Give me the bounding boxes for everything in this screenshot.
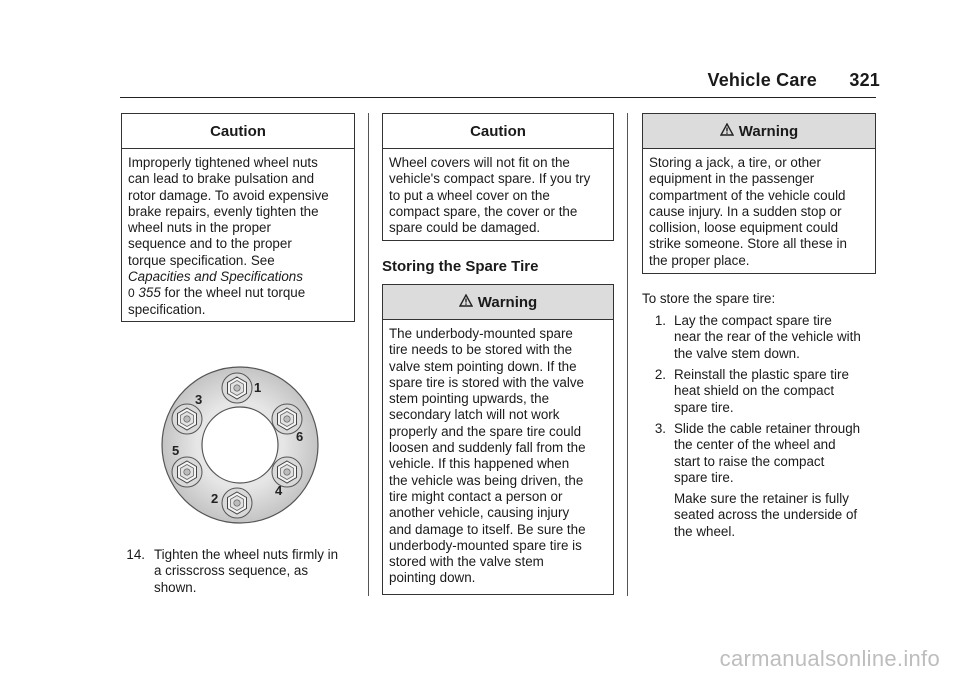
sequence-label-1: 1 (254, 380, 262, 395)
cross-reference-title[interactable]: Capacities and Specifications (128, 269, 303, 285)
text-line: brake repairs, evenly tighten the (128, 203, 319, 219)
text-line: equipment in the passenger (649, 171, 815, 187)
step-text (674, 367, 849, 416)
text-line: start to raise the compact (674, 453, 825, 469)
column-divider-2 (627, 113, 628, 596)
warning-box-spare-storage (382, 284, 614, 595)
text-line: tire needs to be stored with the (389, 342, 573, 358)
step-3-note (674, 491, 857, 540)
step-text (674, 421, 860, 486)
text-line: spare tire. (674, 399, 734, 415)
text-line: Lay the compact spare tire (674, 313, 832, 328)
text-line: heat shield on the compact (674, 383, 835, 399)
lug-nut-5 (172, 457, 202, 487)
step-14 (121, 547, 361, 599)
text-line: the wheel. (674, 523, 736, 539)
section-heading: Storing the Spare Tire (382, 258, 539, 275)
text-line: the valve stem down. (674, 345, 800, 361)
text-line: spare tire is stored with the valve (389, 374, 584, 390)
lug-nut-3 (172, 404, 202, 434)
page-ref-icon: 0 (128, 286, 135, 301)
page-number: 321 (849, 70, 880, 90)
warning-title-bar (643, 114, 875, 149)
text-line: Slide the cable retainer through (674, 421, 861, 436)
text-line: compartment of the vehicle could (649, 187, 846, 203)
sequence-label-2: 2 (211, 491, 219, 506)
caution-title: Caution (383, 114, 613, 149)
caution-box-wheel-nuts (121, 113, 355, 322)
text-line: Reinstall the plastic spare tire (674, 367, 849, 382)
warning-title-bar (383, 285, 613, 320)
cross-reference-line (128, 285, 347, 301)
sequence-label-4: 4 (275, 483, 283, 498)
text-line: secondary latch will not work (389, 407, 560, 423)
step-number: 1. (654, 313, 666, 328)
text-line: Make sure the retainer is fully (674, 491, 849, 506)
text-line: tire might contact a person or (389, 488, 563, 504)
text-line: strike someone. Store all these in (649, 236, 847, 252)
text-line: stem pointing upwards, the (389, 391, 550, 407)
warning-icon (720, 123, 734, 140)
step-number: 14. (126, 547, 145, 562)
text-line: a crisscross sequence, as (154, 563, 309, 579)
text-line: underbody-mounted spare tire is (389, 537, 582, 553)
text-line: for the wheel nut torque (164, 285, 306, 301)
text-line: Improperly tightened wheel nuts (128, 155, 318, 170)
text-line: to put a wheel cover on the (389, 187, 550, 203)
header-rule (120, 97, 876, 98)
text-line: vehicle. If this happened when (389, 456, 570, 472)
intro-text: To store the spare tire: (642, 291, 776, 306)
text-line: the vehicle was being driven, the (389, 472, 584, 488)
wheel-center-hole (202, 407, 278, 483)
text-line: specification. (128, 301, 206, 317)
text-line: cause injury. In a sudden stop or (649, 203, 842, 219)
text-line: near the rear of the vehicle with (674, 329, 861, 345)
text-line: Tighten the wheel nuts firmly in (154, 547, 339, 562)
text-line: stored with the valve stem (389, 554, 544, 570)
step-number: 3. (654, 421, 666, 436)
warning-title: Warning (738, 122, 799, 140)
text-line: pointing down. (389, 570, 476, 586)
text-line: Wheel covers will not fit on the (389, 155, 570, 170)
page-ref-number[interactable]: 355 (138, 285, 161, 301)
text-line: wheel nuts in the proper (128, 220, 271, 236)
text-line: can lead to brake pulsation and (128, 171, 315, 187)
warning-box-passenger-storage (642, 113, 876, 274)
step-text (674, 313, 861, 362)
step-1 (642, 313, 882, 363)
text-line: loosen and suddenly fall from the (389, 440, 586, 456)
lug-nut-sequence-diagram (155, 360, 325, 530)
sequence-label-5: 5 (172, 443, 180, 458)
warning-icon (459, 294, 473, 311)
text-line: spare tire. (674, 469, 734, 485)
warning-title: Warning (477, 293, 538, 311)
watermark: carmanualsonline.info (719, 646, 940, 671)
text-line: another vehicle, causing injury (389, 505, 570, 521)
sequence-label-6: 6 (296, 429, 304, 444)
text-line: the center of the wheel and (674, 437, 836, 453)
text-line: compact spare, the cover or the (389, 203, 578, 219)
text-line: and damage to itself. Be sure the (389, 521, 586, 537)
text-line: collision, loose equipment could (649, 220, 839, 236)
step-number: 2. (654, 367, 666, 382)
column-divider-1 (368, 113, 369, 596)
step-2 (642, 367, 882, 417)
step-3 (642, 421, 882, 487)
text-line: shown. (154, 579, 197, 595)
page-header (680, 70, 880, 91)
caution-body (122, 149, 354, 324)
text-line: the proper place. (649, 252, 750, 268)
caution-body (383, 149, 613, 242)
warning-body (643, 149, 875, 275)
text-line: torque specification. See (128, 252, 275, 268)
lug-nut-1 (222, 373, 252, 403)
step-text (154, 547, 338, 596)
caution-title: Caution (122, 114, 354, 149)
sequence-label-3: 3 (195, 392, 203, 407)
section-title: Vehicle Care (707, 70, 817, 90)
text-line: vehicle's compact spare. If you try (389, 171, 591, 187)
text-line: rotor damage. To avoid expensive (128, 187, 329, 203)
text-line: The underbody-mounted spare (389, 326, 573, 341)
lug-nut-2 (222, 488, 252, 518)
text-line: seated across the underside of (674, 507, 858, 523)
text-line: valve stem pointing down. If the (389, 358, 577, 374)
text-line: Storing a jack, a tire, or other (649, 155, 821, 170)
text-line: properly and the spare tire could (389, 423, 582, 439)
warning-body (383, 320, 613, 593)
text-line: spare could be damaged. (389, 220, 541, 236)
caution-box-wheel-covers (382, 113, 614, 241)
text-line: sequence and to the proper (128, 236, 292, 252)
